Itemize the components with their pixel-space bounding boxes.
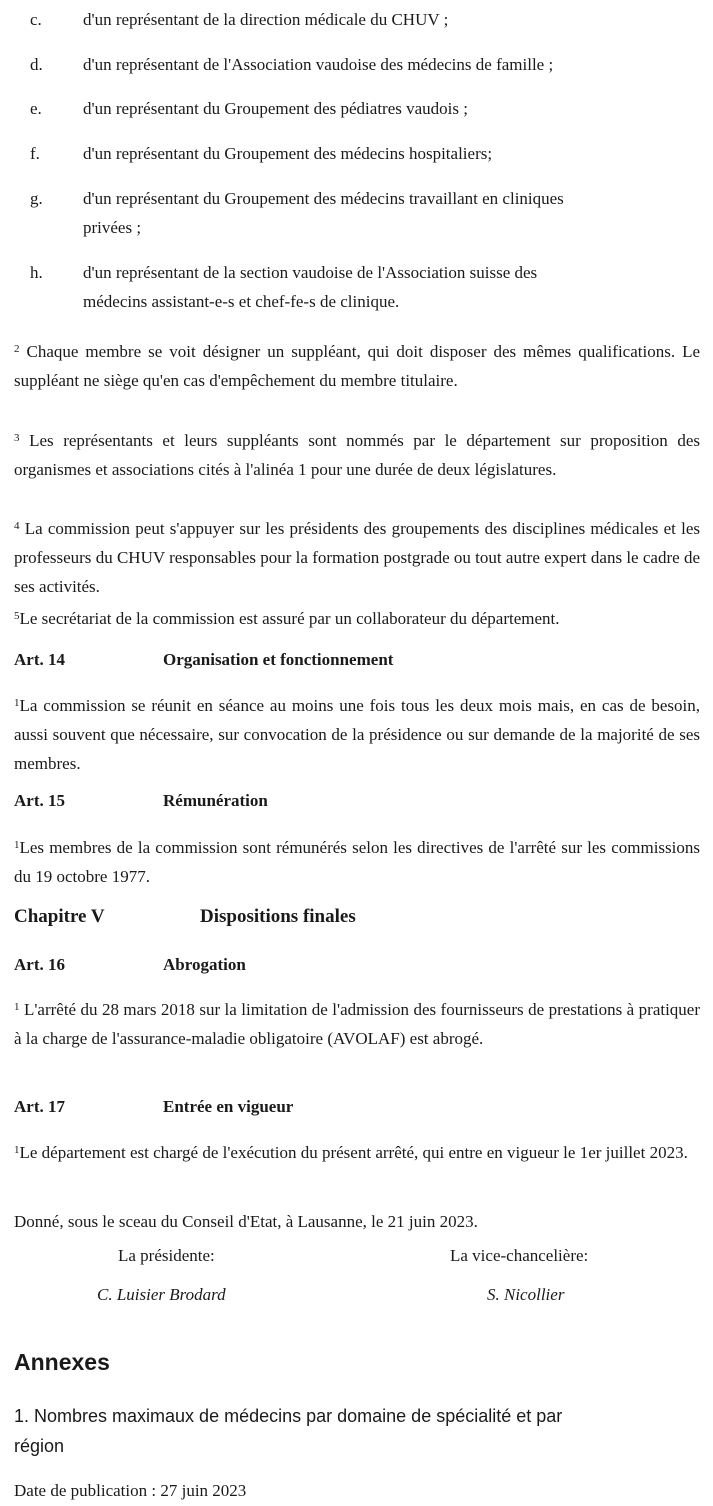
paragraph-number: 5 xyxy=(14,610,20,622)
article-14-paragraph-1 xyxy=(14,689,700,778)
given-statement: Donné, sous le sceau du Conseil d'Etat, à Lausanne, le 21 juin 2023. xyxy=(14,1212,478,1231)
paragraph-4 xyxy=(14,512,700,601)
article-label: Art. 14 xyxy=(14,650,65,669)
paragraph-number: 2 xyxy=(14,343,20,355)
list-letter: d. xyxy=(30,55,43,74)
signature-right-role: La vice-chancelière: xyxy=(450,1246,589,1265)
article-title: Rémunération xyxy=(163,791,268,810)
paragraph-number: 4 xyxy=(14,520,20,532)
paragraph-number: 1 xyxy=(14,1144,20,1156)
signature-right-name: S. Nicollier xyxy=(487,1285,565,1304)
article-title: Abrogation xyxy=(163,955,246,974)
paragraph-5 xyxy=(14,602,700,633)
annexes-heading: Annexes xyxy=(14,1349,110,1375)
publication-date: Date de publication : 27 juin 2023 xyxy=(14,1481,247,1500)
paragraph-text: Le département est chargé de l'exécution du présent arrêté, qui entre en vigueur le 1er juillet 2023. xyxy=(19,1143,688,1162)
paragraph-number: 1 xyxy=(14,1001,20,1013)
annex-item-line-1[interactable]: 1. Nombres maximaux de médecins par domaine de spécialité et par xyxy=(14,1406,563,1426)
article-label: Art. 16 xyxy=(14,955,65,974)
paragraph-2 xyxy=(14,335,700,395)
paragraph-3 xyxy=(14,424,700,484)
list-text: d'un représentant du Groupement des pédiatres vaudois ; xyxy=(83,99,468,118)
article-label: Art. 15 xyxy=(14,791,65,810)
article-label: Art. 17 xyxy=(14,1097,65,1116)
article-title: Organisation et fonctionnement xyxy=(163,650,394,669)
list-text: d'un représentant de la section vaudoise de l'Association suisse des xyxy=(83,263,538,282)
paragraph-text: Les membres de la commission sont rémunérés selon les directives de l'arrêté sur les commissions du 19 octobre 1977. xyxy=(14,838,700,886)
signature-left-role: La présidente: xyxy=(118,1246,215,1265)
list-text: d'un représentant du Groupement des médecins hospitaliers; xyxy=(83,144,493,163)
list-text: d'un représentant de la direction médicale du CHUV ; xyxy=(83,10,449,29)
article-16-paragraph-1 xyxy=(14,993,700,1053)
paragraph-text: Le secrétariat de la commission est assuré par un collaborateur du département. xyxy=(19,609,560,628)
chapter-label: Chapitre V xyxy=(14,906,105,927)
list-letter: c. xyxy=(30,10,42,29)
list-letter: g. xyxy=(30,189,43,208)
list-text-continued: médecins assistant-e-s et chef-fe-s de clinique. xyxy=(83,292,400,311)
list-text: d'un représentant du Groupement des médecins travaillant en cliniques xyxy=(83,189,564,208)
list-letter: h. xyxy=(30,263,43,282)
paragraph-text: La commission se réunit en séance au moins une fois tous les deux mois mais, en cas de besoin, aussi souvent que nécessaire, sur convocation de la présidence ou sur demande de la majorité de ses membres. xyxy=(14,696,700,773)
chapter-title: Dispositions finales xyxy=(200,906,356,927)
paragraph-text: Chaque membre se voit désigner un suppléant, qui doit disposer des mêmes qualifications. Le suppléant ne siège qu'en cas d'empêchement du membre titulaire. xyxy=(14,342,700,390)
article-15-paragraph-1 xyxy=(14,831,700,891)
signature-left-name: C. Luisier Brodard xyxy=(97,1285,226,1304)
article-17-paragraph-1 xyxy=(14,1136,700,1167)
list-letter: f. xyxy=(30,144,40,163)
article-title: Entrée en vigueur xyxy=(163,1097,294,1116)
list-text-continued: privées ; xyxy=(83,218,142,237)
annex-item-line-2[interactable]: région xyxy=(14,1436,65,1456)
paragraph-number: 3 xyxy=(14,432,20,444)
paragraph-text: L'arrêté du 28 mars 2018 sur la limitation de l'admission des fournisseurs de prestations à pratiquer à la charge de l'assurance-maladie obligatoire (AVOLAF) est abrogé. xyxy=(14,1000,701,1048)
paragraph-text: Les représentants et leurs suppléants sont nommés par le département sur proposition des organismes et associations cités à l'alinéa 1 pour une durée de deux législatures. xyxy=(14,431,700,479)
list-text: d'un représentant de l'Association vaudoise des médecins de famille ; xyxy=(83,55,554,74)
list-letter: e. xyxy=(30,99,42,118)
paragraph-text: La commission peut s'appuyer sur les présidents des groupements des disciplines médicales et les professeurs du CHUV responsables pour la formation postgrade ou tout autre expert dans le cadre de ses activités. xyxy=(14,519,700,596)
paragraph-number: 1 xyxy=(14,839,20,851)
paragraph-number: 1 xyxy=(14,697,20,709)
